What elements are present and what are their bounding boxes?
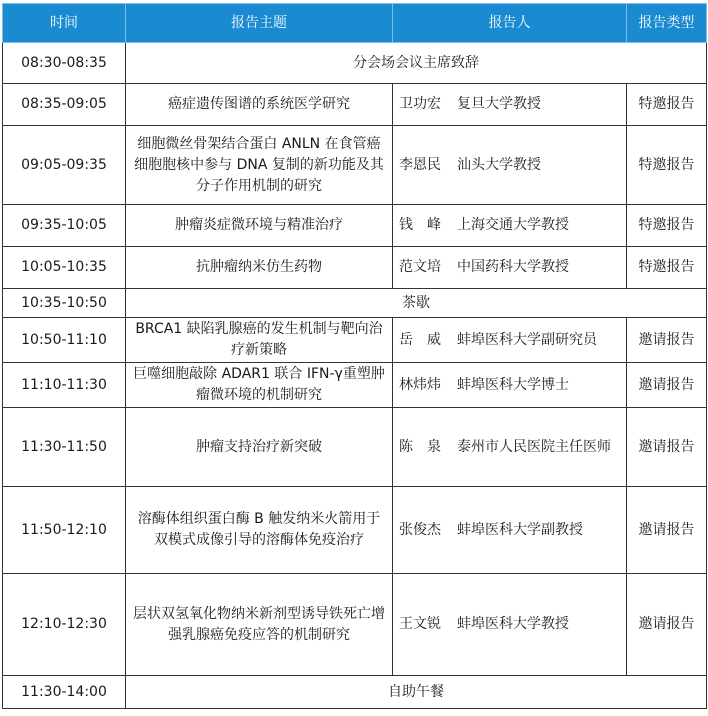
row-topic: 肿瘤支持治疗新突破 — [126, 408, 393, 487]
speaker-affiliation: 中国药科大学教授 — [457, 259, 569, 275]
table-row — [3, 289, 707, 318]
header-speaker: 报告人 — [393, 4, 627, 43]
row-speaker — [393, 205, 627, 247]
header-type: 报告类型 — [627, 4, 707, 43]
table-row — [3, 205, 707, 247]
speaker-affiliation: 蚌埠医科大学教授 — [457, 616, 569, 632]
row-time: 10:05-10:35 — [3, 247, 126, 289]
row-session-note: 分会场会议主席致辞 — [126, 43, 707, 84]
row-topic: 癌症遗传图谱的系统医学研究 — [126, 84, 393, 126]
header-row — [3, 4, 707, 43]
row-speaker — [393, 487, 627, 574]
speaker-name: 卫功宏 — [399, 96, 441, 112]
table-row — [3, 408, 707, 487]
row-topic: 肿瘤炎症微环境与精准治疗 — [126, 205, 393, 247]
row-time: 11:50-12:10 — [3, 487, 126, 574]
table-row — [3, 43, 707, 84]
row-topic: BRCA1 缺陷乳腺癌的发生机制与靶向治疗新策略 — [126, 318, 393, 363]
row-speaker — [393, 84, 627, 126]
row-time: 10:35-10:50 — [3, 289, 126, 318]
row-time: 12:10-12:30 — [3, 574, 126, 676]
row-speaker — [393, 126, 627, 205]
speaker-affiliation: 上海交通大学教授 — [457, 217, 569, 233]
speaker-affiliation: 复旦大学教授 — [457, 96, 541, 112]
row-topic: 层状双氢氧化物纳米新剂型诱导铁死亡增强乳腺癌免疫应答的机制研究 — [126, 574, 393, 676]
agenda-table — [2, 3, 707, 709]
table-row — [3, 126, 707, 205]
speaker-name: 王文锐 — [399, 616, 441, 632]
row-topic: 巨噬细胞敲除 ADAR1 联合 IFN-γ重塑肿瘤微环境的机制研究 — [126, 363, 393, 408]
row-type: 特邀报告 — [627, 84, 707, 126]
table-row — [3, 318, 707, 363]
row-type: 邀请报告 — [627, 487, 707, 574]
row-time: 11:30-11:50 — [3, 408, 126, 487]
row-topic: 细胞微丝骨架结合蛋白 ANLN 在食管癌细胞胞核中参与 DNA 复制的新功能及其分子作用机制的研究 — [126, 126, 393, 205]
row-time: 09:05-09:35 — [3, 126, 126, 205]
speaker-name: 林炜炜 — [399, 376, 441, 393]
row-type: 邀请报告 — [627, 408, 707, 487]
speaker-name: 陈 泉 — [399, 438, 441, 455]
header-topic: 报告主题 — [126, 4, 393, 43]
table-row — [3, 363, 707, 408]
row-time: 08:30-08:35 — [3, 43, 126, 84]
table-row — [3, 574, 707, 676]
row-time: 08:35-09:05 — [3, 84, 126, 126]
header-time: 时间 — [3, 4, 126, 43]
row-speaker — [393, 363, 627, 408]
row-topic: 抗肿瘤纳米仿生药物 — [126, 247, 393, 289]
speaker-affiliation: 汕头大学教授 — [457, 156, 541, 173]
speaker-name: 李恩民 — [399, 156, 441, 173]
row-type: 邀请报告 — [627, 318, 707, 363]
row-type: 特邀报告 — [627, 205, 707, 247]
speaker-name: 钱 峰 — [399, 217, 441, 233]
row-session-note: 自助午餐 — [126, 676, 707, 709]
row-speaker — [393, 574, 627, 676]
row-type: 邀请报告 — [627, 363, 707, 408]
speaker-affiliation: 蚌埠医科大学博士 — [457, 376, 569, 393]
row-speaker — [393, 408, 627, 487]
table-row — [3, 247, 707, 289]
row-speaker — [393, 318, 627, 363]
speaker-affiliation: 蚌埠医科大学副教授 — [457, 521, 583, 538]
row-time: 11:10-11:30 — [3, 363, 126, 408]
row-topic: 溶酶体组织蛋白酶 B 触发纳米火箭用于双模式成像引导的溶酶体免疫治疗 — [126, 487, 393, 574]
row-time: 11:30-14:00 — [3, 676, 126, 709]
speaker-affiliation: 蚌埠医科大学副研究员 — [457, 331, 597, 348]
row-session-note: 茶歇 — [126, 289, 707, 318]
row-time: 10:50-11:10 — [3, 318, 126, 363]
table-row — [3, 676, 707, 709]
row-type: 特邀报告 — [627, 126, 707, 205]
speaker-name: 范文培 — [399, 259, 441, 275]
speaker-name: 张俊杰 — [399, 521, 441, 538]
table-row — [3, 487, 707, 574]
row-type: 特邀报告 — [627, 247, 707, 289]
speaker-affiliation: 泰州市人民医院主任医师 — [457, 438, 611, 455]
row-speaker — [393, 247, 627, 289]
table-row — [3, 84, 707, 126]
row-time: 09:35-10:05 — [3, 205, 126, 247]
speaker-name: 岳 威 — [399, 331, 441, 348]
row-type: 邀请报告 — [627, 574, 707, 676]
